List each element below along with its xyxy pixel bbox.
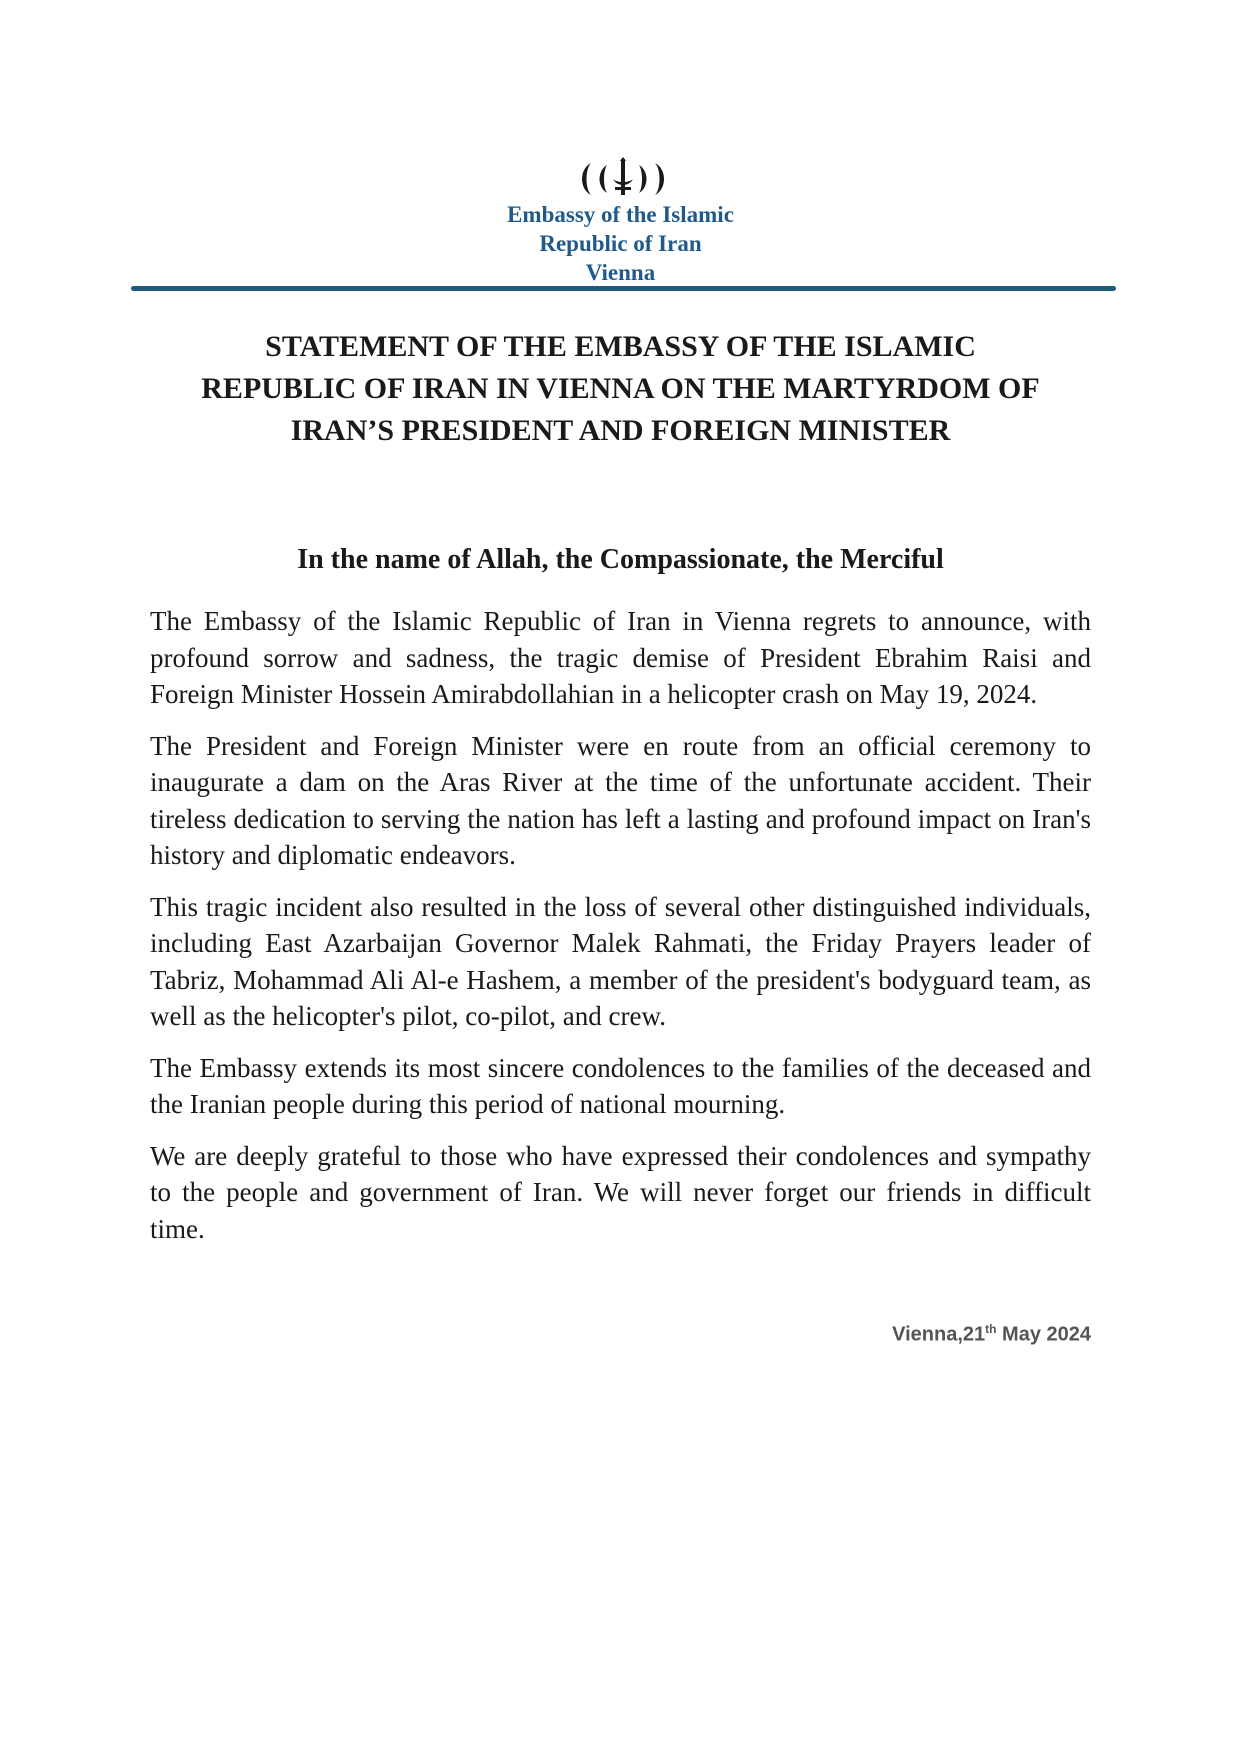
statement-title (130, 326, 1111, 452)
header-divider (131, 286, 1116, 291)
paragraph-1: The Embassy of the Islamic Republic of Iran in Vienna regrets to announce, with profound sorrow and sadness, the tragic demise of President Ebrahim Raisi and Foreign Minister Hossein Amirabdollahian in a helicopter crash on May 19, 2024. (150, 606, 1091, 709)
paragraph-2: The President and Foreign Minister were en route from an official ceremony to inaugurate a dam on the Aras River at the time of the unfortunate accident. Their tireless dedication to serving the nation has left a lasting and profound impact on Iran's history and diplomatic endeavors. (150, 730, 1091, 870)
embassy-name-line-2: Republic of Iran (539, 231, 702, 256)
dateline-month-year: May 2024 (996, 1323, 1091, 1346)
embassy-name-block (420, 200, 821, 287)
title-line-1: STATEMENT OF THE EMBASSY OF THE ISLAMIC (265, 330, 976, 363)
paragraph-4: The Embassy extends its most sincere condolences to the families of the deceased and the Iranian people during this period of national mourning. (150, 1052, 1091, 1119)
embassy-name-line-3: Vienna (585, 260, 656, 285)
dateline-place-day: Vienna,21 (892, 1323, 986, 1346)
embassy-name-line-1: Embassy of the Islamic (507, 202, 734, 227)
title-line-2: REPUBLIC OF IRAN IN VIENNA ON THE MARTYRDOM OF (201, 372, 1040, 405)
iran-emblem-icon (577, 157, 669, 201)
statement-body (150, 603, 1091, 1262)
paragraph-5: We are deeply grateful to those who have expressed their condolences and sympathy to the people and government of Iran. We will never forget our friends in difficult time. (150, 1140, 1091, 1244)
dateline-ordinal: th (985, 1322, 997, 1336)
paragraph-3: This tragic incident also resulted in the loss of several other distinguished individuals, including East Azarbaijan Governor Malek Rahmati, the Friday Prayers leader of Tabriz, Mohammad Ali Al-e Hashem, a member of the president's bodyguard team, as well as the helicopter's pilot, co-pilot, and crew. (150, 891, 1091, 1031)
bismillah-heading: In the name of Allah, the Compassionate, the Merciful (297, 544, 944, 575)
dateline (700, 1322, 1091, 1347)
title-line-3: IRAN’S PRESIDENT AND FOREIGN MINISTER (290, 414, 951, 447)
